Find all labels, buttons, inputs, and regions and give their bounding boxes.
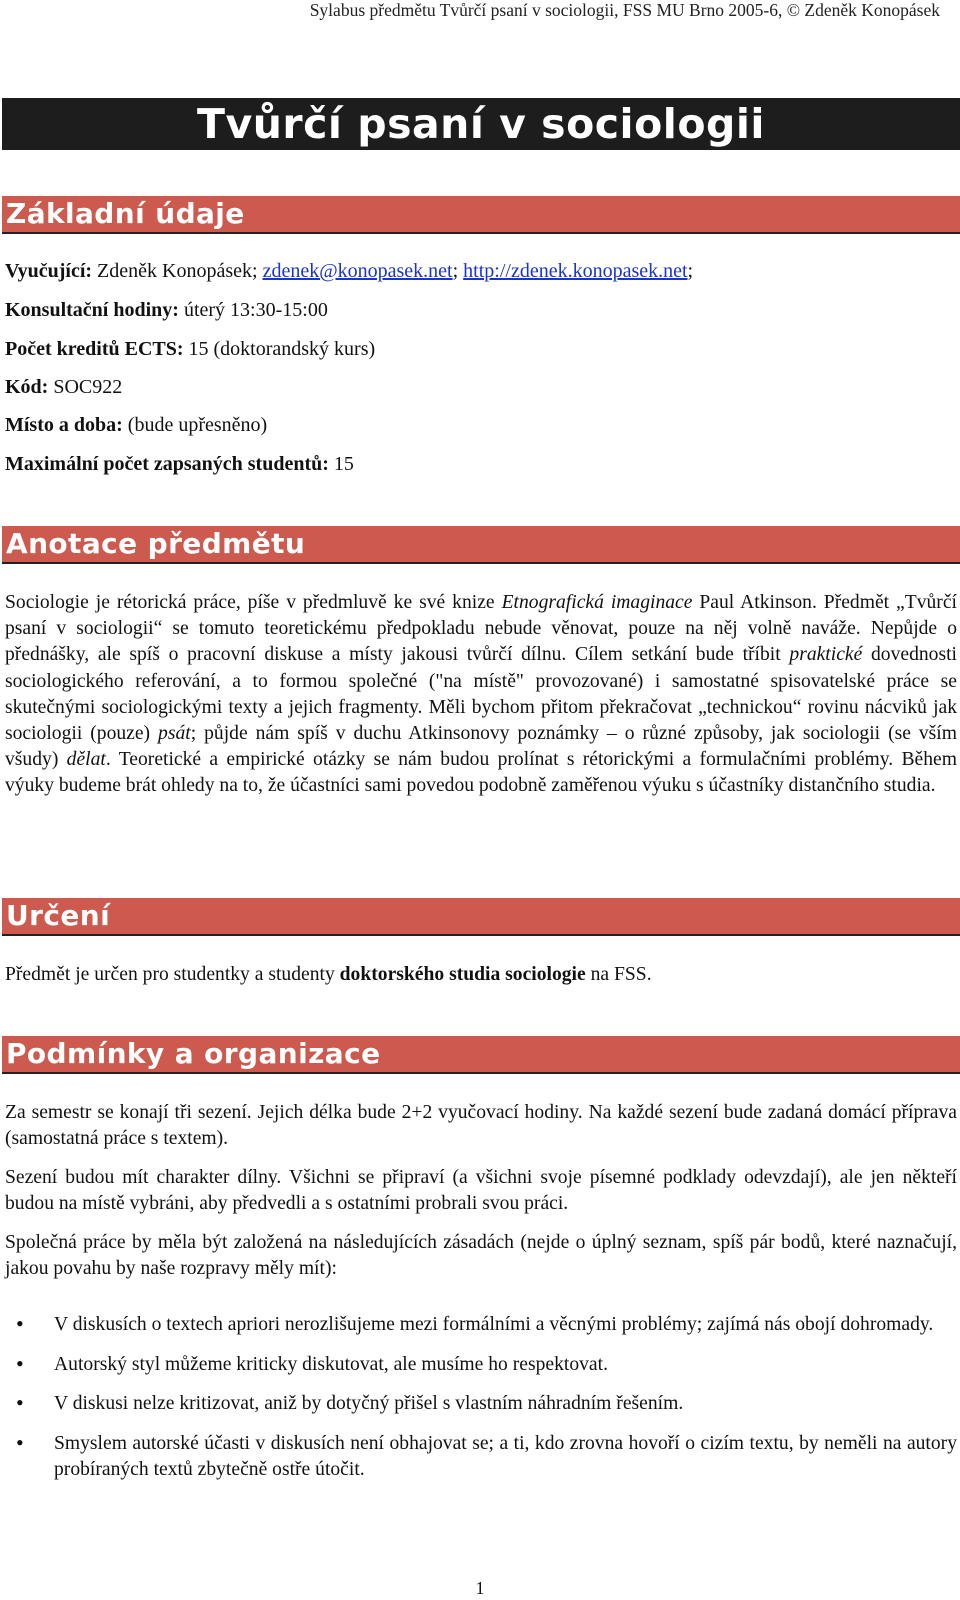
annotation-text-2: Paul Atkinson. Předmět „Tvůrčí psaní v sociologii“ se tomuto teoretickému předpokladu nebude věnovat, pouze na něj volně naváže. Nepůjde o přednášky, ale spíš o pracovní diskuse a místy jakousi tvůrčí dílnu. Cílem setkání bude tříbit [5,592,957,666]
hours-line [5,299,328,322]
credits-value: 15 (doktorandský kurs) [188,338,376,360]
document-title: Tvůrčí psaní v sociologii [197,100,765,148]
bullet-icon: • [16,1311,24,1336]
email-link[interactable]: zdenek@konopasek.net [262,260,453,282]
list-item [0,1312,957,1339]
list-item-text: V diskusi nelze kritizovat, aniž by dotyčný přišel s vlastním náhradním řešením. [54,1393,684,1414]
purpose-body [5,962,957,988]
place-label: Místo a doba: [5,414,123,436]
principles-list [0,1312,957,1484]
annotation-body [5,590,957,800]
list-item [0,1352,957,1379]
credits-label: Počet kreditů ECTS: [5,338,184,360]
emphasis-write: psát [158,723,191,745]
place-line [5,414,267,437]
conditions-paragraph-1: Za semestr se konají tři sezení. Jejich délka bude 2+2 vyučovací hodiny. Na každé sezení bude zadaná domácí příprava (samostatná práce s textem). [5,1102,957,1150]
hours-label: Konsultační hodiny: [5,299,179,321]
purpose-text-1: Předmět je určen pro studentky a studenty [5,964,335,985]
purpose-bold: doktorského studia sociologie [339,964,586,985]
conditions-p3 [5,1230,957,1282]
bullet-icon: • [16,1429,24,1455]
conditions-paragraph-3: Společná práce by měla být založená na následujících zásadách (nejde o úplný seznam, spíš pár bodů, které naznačují, jakou povahu by naše rozpravy měly mít): [5,1232,957,1280]
section-heading-annotation [2,526,960,564]
purpose-paragraph [5,962,957,988]
hours-value: úterý 13:30-15:00 [183,299,328,321]
conditions-p1 [5,1100,957,1152]
annotation-text-1: Sociologie je rétorická práce, píše v předmluvě ke své knize [5,592,495,613]
max-students-value: 15 [333,453,354,475]
running-head: Sylabus předmětu Tvůrčí psaní v sociologii, FSS MU Brno 2005-6, © Zdeněk Konopásek [309,0,940,20]
section-heading-basic [2,196,960,234]
homepage-link[interactable]: http://zdenek.konopasek.net [463,260,688,282]
purpose-text-2: na FSS. [590,964,652,985]
credits-line [5,338,375,361]
book-title: Etnografická imaginace [501,592,693,613]
section-heading-purpose [2,898,960,936]
title-bar [2,98,960,150]
bullet-icon: • [16,1350,24,1376]
section-heading-purpose-text: Určení [6,899,111,932]
teacher-label: Vyučující: [5,260,93,282]
list-item-text: Autorský styl můžeme kriticky diskutovat, ale musíme ho respektovat. [54,1353,608,1375]
code-value: SOC922 [53,376,123,398]
list-item [0,1391,957,1418]
code-line [5,376,122,399]
page-number: 1 [475,1578,485,1598]
max-students-line [5,453,354,476]
emphasis-do: dělat [66,749,106,771]
annotation-text-4: ; půjde nám spíš v duchu Atkinsonovy poznámky – o různé způsoby, jak sociologii (se vším všudy) [5,723,957,771]
section-heading-conditions-text: Podmínky a organizace [6,1037,381,1070]
section-heading-annotation-text: Anotace předmětu [6,527,306,560]
bullet-icon: • [16,1390,24,1415]
teacher-line [5,260,693,283]
list-item [0,1431,957,1484]
list-item-text: V diskusích o textech apriori nerozlišujeme mezi formálními a věcnými problémy; zajímá nás obojí dohromady. [54,1314,934,1335]
separator: ; [452,260,459,282]
emphasis-practical: praktické [789,644,863,666]
separator-end: ; [687,260,694,282]
conditions-paragraph-2: Sezení budou mít charakter dílny. Všichni se připraví (a všichni svoje písemné podklady odevzdají), ale jen někteří budou na místě vybráni, aby předvedli a s ostatními probrali svou práci. [5,1167,957,1215]
section-heading-conditions [2,1036,960,1074]
code-label: Kód: [5,376,49,398]
conditions-p2 [5,1165,957,1217]
place-value: (bude upřesněno) [127,414,268,436]
max-students-label: Maximální počet zapsaných studentů: [5,453,329,475]
annotation-text-5: . Teoretické a empirické otázky se nám budou prolínat s rétorickými a formulačními problémy. Během výuky budeme brát ohledy na to, že účastníci sami povedou podobně zaměřenou výuku s účastníky distančního studia. [5,749,957,797]
list-item-text: Smyslem autorské účasti v diskusích není obhajovat se; a ti, kdo zrovna hovoří o cizím textu, by neměli na autory probíraných textů zbytečně ostře útočit. [54,1432,957,1480]
annotation-text-3: dovednosti sociologického referování, a to formou společné ("na místě" provozované) i samostatné spisovatelské práce se skutečnými sociologickými texty a jejich fragmenty. Měli bychom přitom překračovat „technickou“ rovinu nácviků jak sociologii (pouze) [5,644,957,745]
section-heading-basic-text: Základní údaje [6,197,245,230]
teacher-name: Zdeněk Konopásek; [97,260,258,282]
annotation-paragraph [5,590,957,800]
